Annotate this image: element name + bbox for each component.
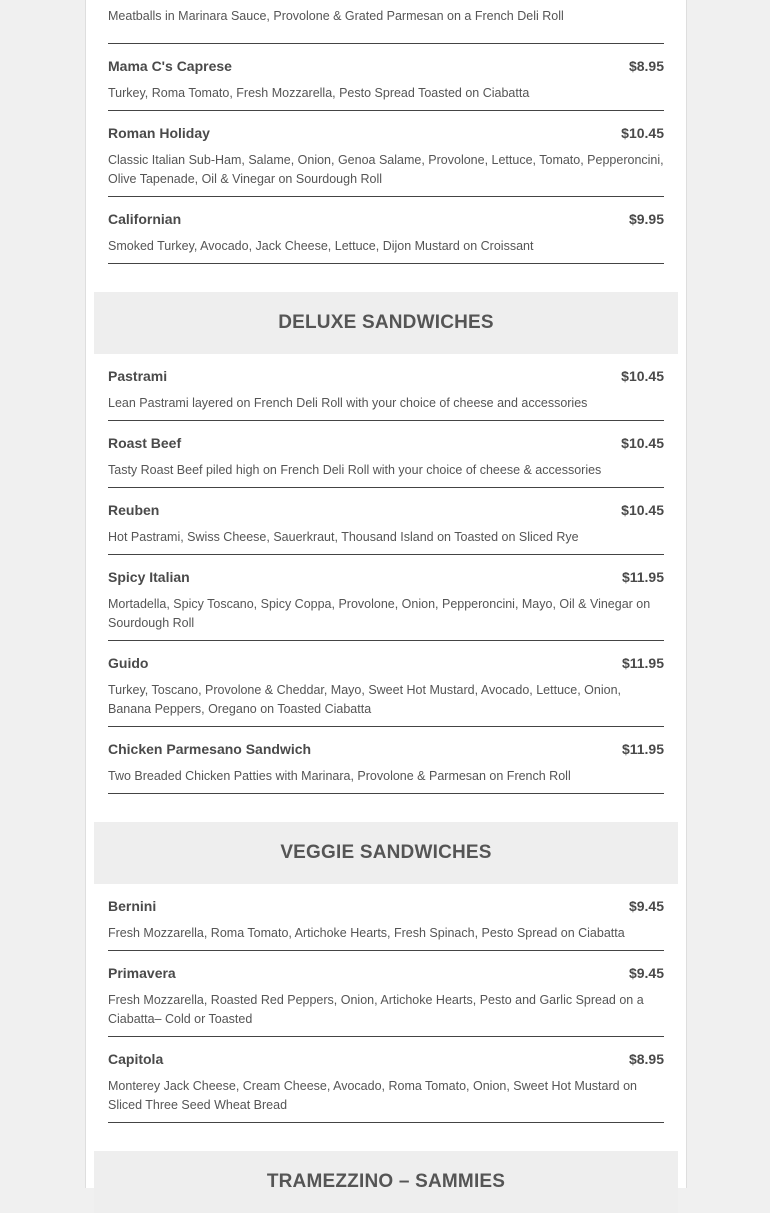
section-header-tramezzino [94, 1151, 678, 1213]
menu-item [108, 354, 664, 421]
item-price: $10.45 [621, 125, 664, 141]
menu-list-veggie [108, 884, 664, 1123]
menu-item [108, 1037, 664, 1123]
item-description: Monterey Jack Cheese, Cream Cheese, Avocado, Roma Tomato, Onion, Sweet Hot Mustard on Sliced Three Seed Wheat Bread [108, 1079, 637, 1112]
menu-item [108, 488, 664, 555]
section-title: TRAMEZZINO – SAMMIES [266, 1171, 506, 1192]
item-price: $9.45 [628, 965, 664, 981]
menu-item [108, 951, 664, 1037]
menu-item [108, 44, 664, 111]
item-name: Roast Beef [108, 435, 182, 451]
item-name: Roman Holiday [108, 125, 210, 141]
item-price: $10.45 [621, 368, 664, 384]
menu-panel [85, 0, 687, 1192]
item-description: Classic Italian Sub-Ham, Salame, Onion, Genoa Salame, Provolone, Lettuce, Tomato, Pepperoncini, Olive Tapenade, Oil & Vinegar on Sourdough Roll [108, 153, 664, 186]
item-name: Chicken Parmesano Sandwich [108, 741, 312, 757]
item-name: Reuben [108, 502, 160, 518]
menu-item [108, 197, 664, 264]
menu-item [108, 727, 664, 794]
menu-list-deluxe [108, 354, 664, 794]
item-name: Californian [108, 211, 182, 227]
item-description: Hot Pastrami, Swiss Cheese, Sauerkraut, Thousand Island on Toasted on Sliced Rye [108, 530, 579, 544]
item-price: $10.45 [621, 435, 664, 451]
item-description: Smoked Turkey, Avocado, Jack Cheese, Lettuce, Dijon Mustard on Croissant [108, 239, 534, 253]
menu-item [108, 0, 664, 44]
menu-item [108, 421, 664, 488]
item-description: Turkey, Toscano, Provolone & Cheddar, Mayo, Sweet Hot Mustard, Avocado, Lettuce, Onion, Banana Peppers, Oregano on Toasted Ciabatta [108, 683, 622, 716]
item-description: Turkey, Roma Tomato, Fresh Mozzarella, Pesto Spread Toasted on Ciabatta [108, 86, 530, 100]
menu-item [108, 555, 664, 641]
item-name: Pastrami [108, 368, 168, 384]
menu-item [108, 641, 664, 727]
section-header-deluxe [94, 292, 678, 354]
item-description: Tasty Roast Beef piled high on French Deli Roll with your choice of cheese & accessories [108, 463, 602, 477]
item-price: $8.95 [628, 1051, 664, 1067]
item-name: Spicy Italian [108, 569, 190, 585]
menu-list-classic [108, 0, 664, 264]
item-price: $10.45 [621, 502, 664, 518]
menu-item [108, 884, 664, 951]
item-name: Primavera [108, 965, 176, 981]
item-price: $11.95 [621, 655, 664, 671]
item-price: $11.95 [621, 741, 664, 757]
item-name: Guido [108, 655, 149, 671]
section-title: VEGGIE SANDWICHES [280, 842, 492, 863]
item-price: $9.95 [628, 211, 664, 227]
item-description: Meatballs in Marinara Sauce, Provolone & Grated Parmesan on a French Deli Roll [108, 9, 564, 23]
item-price: $11.95 [621, 569, 664, 585]
section-title: DELUXE SANDWICHES [278, 312, 494, 333]
item-price: $9.45 [628, 898, 664, 914]
item-description: Fresh Mozzarella, Roma Tomato, Artichoke Hearts, Fresh Spinach, Pesto Spread on Ciabatta [108, 926, 625, 940]
item-name: Mama C's Caprese [108, 58, 232, 74]
item-description: Fresh Mozzarella, Roasted Red Peppers, Onion, Artichoke Hearts, Pesto and Garlic Spread on a Ciabatta– Cold or Toasted [108, 993, 644, 1026]
item-description: Mortadella, Spicy Toscano, Spicy Coppa, Provolone, Onion, Pepperoncini, Mayo, Oil & Vinegar on Sourdough Roll [108, 597, 651, 630]
item-description: Lean Pastrami layered on French Deli Roll with your choice of cheese and accessories [108, 396, 588, 410]
menu-item [108, 111, 664, 197]
item-name: Capitola [108, 1051, 164, 1067]
item-price: $8.95 [628, 58, 664, 74]
section-header-veggie [94, 822, 678, 884]
item-description: Two Breaded Chicken Patties with Marinara, Provolone & Parmesan on French Roll [108, 769, 571, 783]
item-name: Bernini [108, 898, 157, 914]
